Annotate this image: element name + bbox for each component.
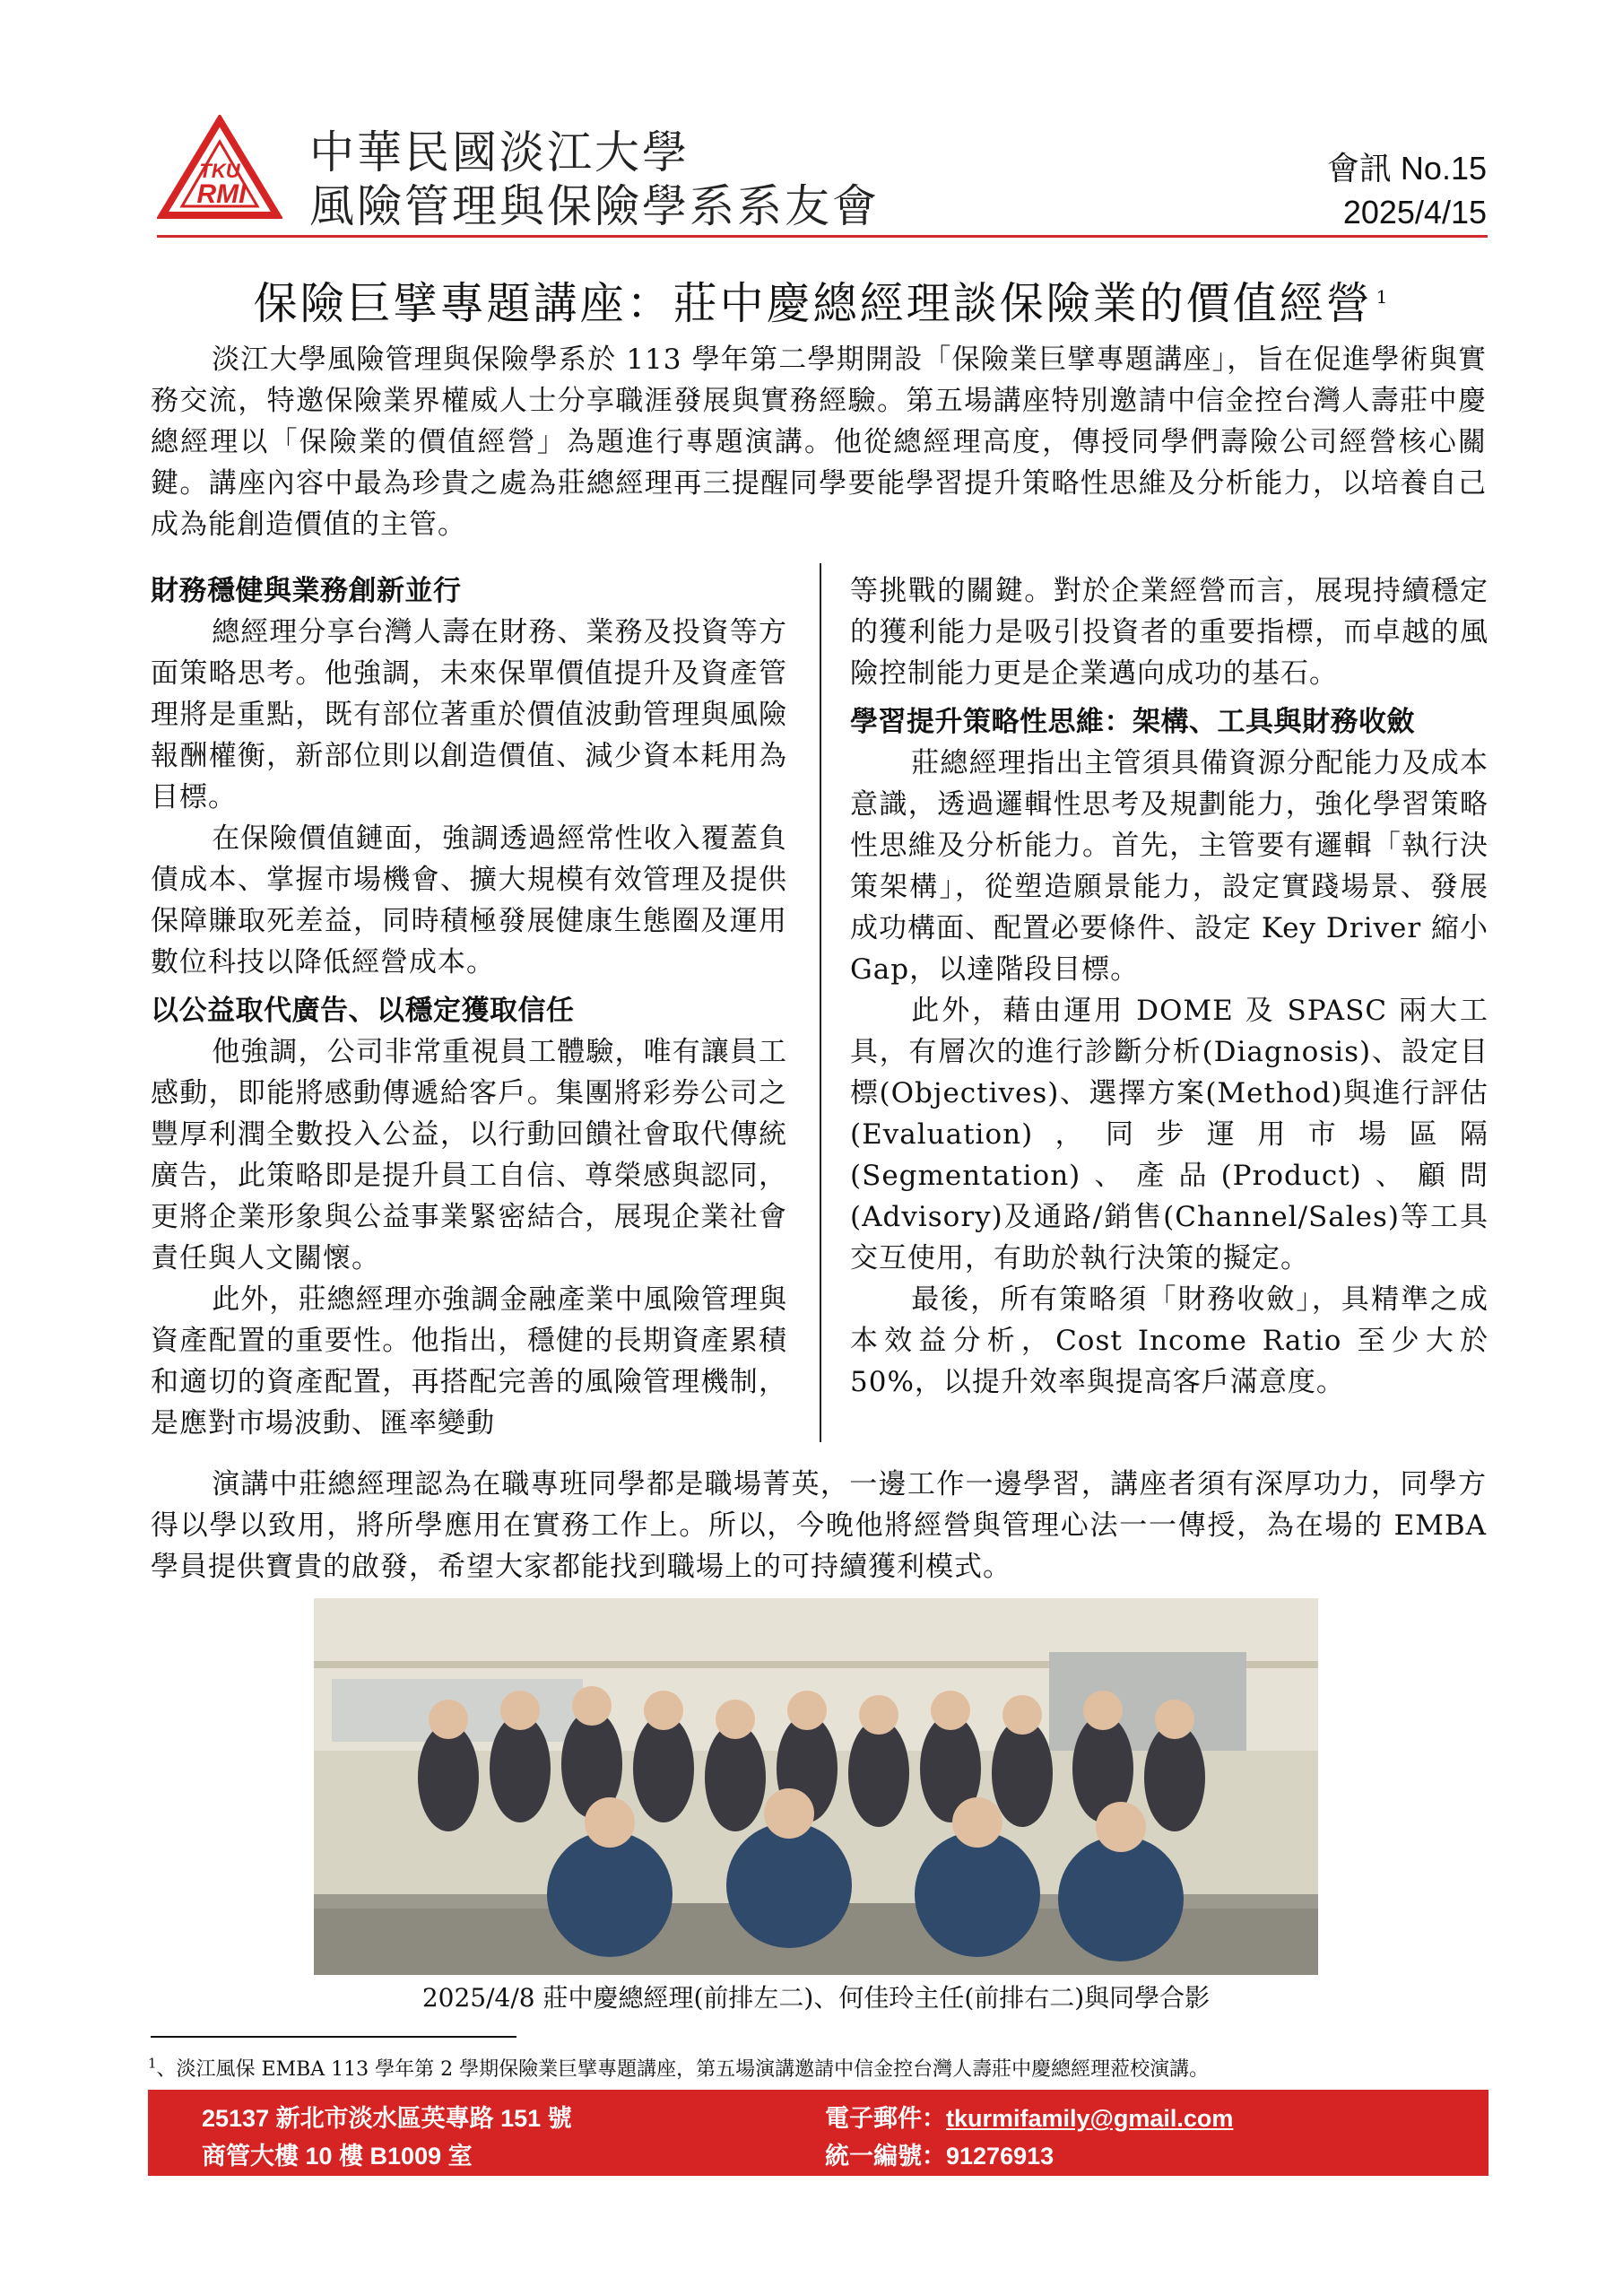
- closing-paragraph: 演講中莊總經理認為在職專班同學都是職場菁英，一邊工作一邊學習，講座者須有深厚功力，同學方得以學以致用，將所學應用在實務工作上。所以，今晚他將經營與管理心法一一傳授，為在場的 EMBA 學員提供寶貴的啟發，希望大家都能找到職場上的可持續獲利模式。: [151, 1468, 1487, 1583]
- email-link[interactable]: tkurmifamily@gmail.com: [946, 2105, 1234, 2132]
- article-title: [152, 269, 1488, 332]
- footer-address-line2: 商管大樓 10 樓 B1009 室: [202, 2143, 473, 2170]
- paragraph: 最後，所有策略須「財務收斂」，具精準之成本效益分析，Cost Income Ratio 至少大於 50%，以提升效率與提高客戶滿意度。: [850, 1283, 1488, 1398]
- tku-rmi-logo: [157, 115, 282, 222]
- left-column: [151, 570, 787, 1444]
- paragraph: 此外，藉由運用 DOME 及 SPASC 兩大工具，有層次的進行診斷分析(Diagnosis)、設定目標(Objectives)、選擇方案(Method)與進行評估(Evaluation)，同步運用市場區隔(Segmentation)、產品(Product)、顧問(Advisory)及通路/銷售(Channel/Sales)等工具交互使用，有助於執行決策的擬定。: [850, 995, 1488, 1274]
- footer-email-label: 電子郵件：: [825, 2105, 946, 2132]
- footnote: [148, 2054, 1493, 2082]
- paragraph: 他強調，公司非常重視員工體驗，唯有讓員工感動，即能將感動傳遞給客戶。集團將彩券公司之豐厚利潤全數投入公益，以行動回饋社會取代傳統廣告，此策略即是提升員工自信、尊榮感與認同，更將企業形象與公益事業緊密結合，展現企業社會責任與人文關懷。: [151, 1036, 787, 1274]
- paragraph: 莊總經理指出主管須具備資源分配能力及成本意識，透過邏輯性思考及規劃能力，強化學習策略性思維及分析能力。首先，主管要有邏輯「執行決策架構」，從塑造願景能力，設定實踐場景、發展成功構面、配置必要條件、設定 Key Driver 縮小 Gap，以達階段目標。: [850, 747, 1489, 986]
- svg-text:TKU: TKU: [199, 160, 240, 182]
- section-heading-finance: 財務穩健與業務創新並行: [151, 575, 462, 606]
- paragraph: 此外，莊總經理亦強調金融產業中風險管理與資產配置的重要性。他指出，穩健的長期資產累積和適切的資產配置，再搭配完善的風險管理機制，是應對市場波動、匯率變動: [151, 1283, 787, 1439]
- paragraph: 總經理分享台灣人壽在財務、業務及投資等方面策略思考。他強調，未來保單價值提升及資產管理將是重點，既有部位著重於價值波動管理與風險報酬權衡，新部位則以創造價值、減少資本耗用為目標。: [151, 616, 787, 813]
- issue-number: 會訊 No.15: [1326, 150, 1487, 187]
- photo-caption: 2025/4/8 莊中慶總經理(前排左二)、何佳玲主任(前排右二)與同學合影: [421, 1983, 1211, 2013]
- footnote-text: 、淡江風保 EMBA 113 學年第 2 學期保險業巨擘專題講座，第五場演講邀請中信金控台灣人壽莊中慶總經理蒞校演講。: [156, 2058, 1210, 2081]
- title-footnote-mark: 1: [1376, 285, 1388, 308]
- org-name-line2: 風險管理與保險學系系友會: [309, 180, 880, 232]
- intro-paragraph: 淡江大學風險管理與保險學系於 113 學年第二學期開設「保險業巨擘專題講座」，旨在促進學術與實務交流，特邀保險業界權威人士分享職涯發展與實務經驗。第五場講座特別邀請中信金控台灣人壽莊中慶總經理以「保險業的價值經營」為題進行專題演講。他從總經理高度，傳授同學們壽險公司經營核心關鍵。講座內容中最為珍貴之處為莊總經理再三提醒同學要能學習提升策略性思維及分析能力，以培養自己成為能創造價值的主管。: [151, 344, 1487, 541]
- paragraph: 等挑戰的關鍵。對於企業經營而言，展現持續穩定的獲利能力是吸引投資者的重要指標，而卓越的風險控制能力更是企業邁向成功的基石。: [850, 575, 1488, 690]
- org-name-line1: 中華民國淡江大學: [309, 126, 690, 178]
- footnote-mark: 1: [148, 2055, 157, 2072]
- footer-bar: [148, 2090, 1488, 2176]
- issue-date: 2025/4/15: [1342, 194, 1487, 230]
- article-title-text: 保險巨擘專題講座：莊中慶總經理談保險業的價值經營: [253, 278, 1373, 329]
- group-photo: [314, 1598, 1318, 1975]
- paragraph: 在保險價值鏈面，強調透過經常性收入覆蓋負債成本、掌握市場機會、擴大規模有效管理及提供保障賺取死差益，同時積極發展健康生態圈及運用數位科技以降低經營成本。: [151, 822, 787, 978]
- footnote-divider: [151, 2036, 516, 2038]
- header-divider: [157, 235, 1488, 238]
- column-divider: [820, 563, 821, 1442]
- footer-tax-id: 統一編號：91276913: [825, 2143, 1055, 2170]
- svg-text:RMI: RMI: [196, 179, 247, 209]
- section-heading-charity: 以公益取代廣告、以穩定獲取信任: [151, 995, 575, 1026]
- footer-address-line1: 25137 新北市淡水區英專路 151 號: [202, 2105, 572, 2132]
- footer-email: [825, 2099, 1233, 2134]
- right-column: [850, 570, 1488, 1403]
- section-heading-strategy: 學習提升策略性思維：架構、工具與財務收斂: [850, 706, 1415, 737]
